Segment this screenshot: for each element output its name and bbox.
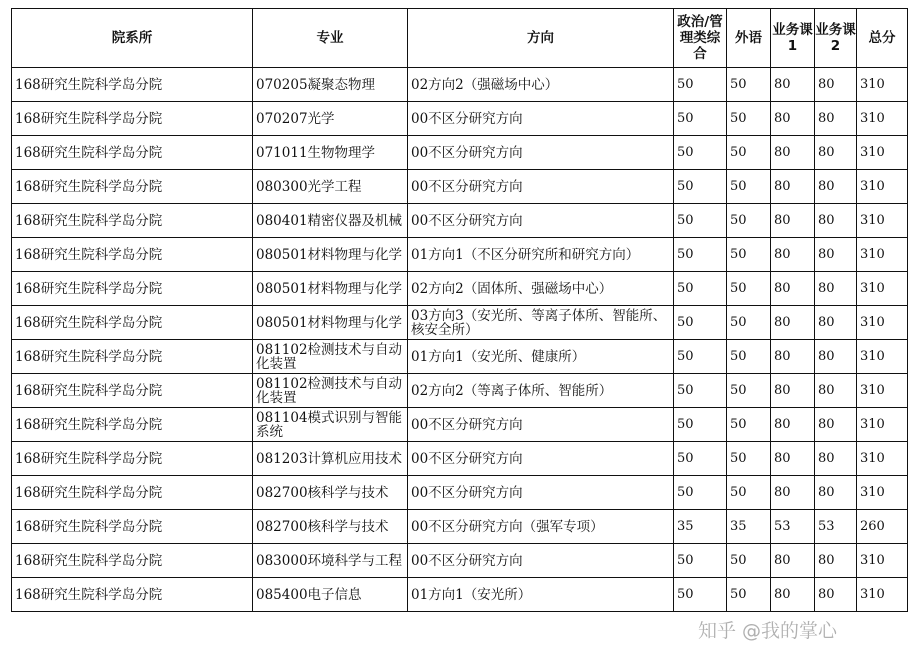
cell-major: 071011生物物理学 <box>253 136 408 170</box>
cell-direction: 02方向2（等离子体所、智能所） <box>408 374 674 408</box>
cell-major: 080401精密仪器及机械 <box>253 204 408 238</box>
cell-major: 080300光学工程 <box>253 170 408 204</box>
cell-dept: 168研究生院科学岛分院 <box>12 578 253 612</box>
cell-direction: 02方向2（固体所、强磁场中心） <box>408 272 674 306</box>
cell-major: 080501材料物理与化学 <box>253 306 408 340</box>
cell-direction: 00不区分研究方向 <box>408 408 674 442</box>
table-row <box>12 374 908 408</box>
cell-course2: 80 <box>815 102 857 136</box>
cell-course1: 80 <box>771 374 815 408</box>
cell-direction: 00不区分研究方向 <box>408 476 674 510</box>
cell-direction: 00不区分研究方向（强军专项） <box>408 510 674 544</box>
cell-foreign: 50 <box>727 170 771 204</box>
cell-dept: 168研究生院科学岛分院 <box>12 374 253 408</box>
cell-politics: 50 <box>674 68 727 102</box>
cell-total: 310 <box>857 442 908 476</box>
cell-major: 085400电子信息 <box>253 578 408 612</box>
cell-dept: 168研究生院科学岛分院 <box>12 340 253 374</box>
cell-foreign: 50 <box>727 204 771 238</box>
cell-course1: 80 <box>771 476 815 510</box>
cell-politics: 50 <box>674 102 727 136</box>
cell-total: 310 <box>857 238 908 272</box>
cell-dept: 168研究生院科学岛分院 <box>12 102 253 136</box>
cell-foreign: 50 <box>727 374 771 408</box>
cell-direction: 01方向1（安光所） <box>408 578 674 612</box>
cell-politics: 50 <box>674 374 727 408</box>
cell-politics: 50 <box>674 544 727 578</box>
cell-direction: 00不区分研究方向 <box>408 442 674 476</box>
cell-politics: 50 <box>674 272 727 306</box>
cell-foreign: 50 <box>727 442 771 476</box>
cell-total: 310 <box>857 272 908 306</box>
cell-dept: 168研究生院科学岛分院 <box>12 544 253 578</box>
cell-major: 081102检测技术与自动化装置 <box>253 340 408 374</box>
cell-politics: 50 <box>674 442 727 476</box>
cell-foreign: 50 <box>727 102 771 136</box>
cell-politics: 50 <box>674 408 727 442</box>
cell-foreign: 50 <box>727 578 771 612</box>
cell-course1: 80 <box>771 68 815 102</box>
cell-course1: 80 <box>771 204 815 238</box>
cell-dept: 168研究生院科学岛分院 <box>12 476 253 510</box>
cell-course2: 80 <box>815 170 857 204</box>
cell-foreign: 50 <box>727 68 771 102</box>
cell-course2: 80 <box>815 476 857 510</box>
cell-course2: 53 <box>815 510 857 544</box>
cell-course2: 80 <box>815 578 857 612</box>
header-direction: 方向 <box>408 9 674 68</box>
cell-course1: 80 <box>771 306 815 340</box>
cell-foreign: 50 <box>727 544 771 578</box>
cell-course1: 80 <box>771 442 815 476</box>
cell-politics: 50 <box>674 136 727 170</box>
cell-course1: 80 <box>771 238 815 272</box>
cell-dept: 168研究生院科学岛分院 <box>12 442 253 476</box>
cell-politics: 35 <box>674 510 727 544</box>
cell-total: 310 <box>857 136 908 170</box>
cell-major: 082700核科学与技术 <box>253 476 408 510</box>
cell-total: 310 <box>857 408 908 442</box>
cell-course1: 80 <box>771 578 815 612</box>
cell-total: 310 <box>857 374 908 408</box>
cell-foreign: 50 <box>727 136 771 170</box>
cell-course2: 80 <box>815 544 857 578</box>
cell-politics: 50 <box>674 306 727 340</box>
cell-major: 081102检测技术与自动化装置 <box>253 374 408 408</box>
cell-total: 260 <box>857 510 908 544</box>
cell-major: 082700核科学与技术 <box>253 510 408 544</box>
header-foreign: 外语 <box>727 9 771 68</box>
cell-foreign: 50 <box>727 238 771 272</box>
cell-course1: 80 <box>771 170 815 204</box>
table-row <box>12 68 908 102</box>
cell-course2: 80 <box>815 204 857 238</box>
cell-major: 070205凝聚态物理 <box>253 68 408 102</box>
table-row <box>12 476 908 510</box>
cell-foreign: 50 <box>727 476 771 510</box>
cell-foreign: 50 <box>727 272 771 306</box>
cell-politics: 50 <box>674 578 727 612</box>
cell-major: 070207光学 <box>253 102 408 136</box>
table-row <box>12 204 908 238</box>
header-politics: 政治/管理类综合 <box>674 9 727 68</box>
cell-course2: 80 <box>815 408 857 442</box>
table-row <box>12 578 908 612</box>
cell-dept: 168研究生院科学岛分院 <box>12 136 253 170</box>
cell-dept: 168研究生院科学岛分院 <box>12 204 253 238</box>
header-total: 总分 <box>857 9 908 68</box>
header-row <box>12 9 908 68</box>
cell-course2: 80 <box>815 442 857 476</box>
cell-course1: 80 <box>771 272 815 306</box>
cell-total: 310 <box>857 68 908 102</box>
cell-course1: 80 <box>771 408 815 442</box>
cell-foreign: 50 <box>727 408 771 442</box>
cell-foreign: 50 <box>727 340 771 374</box>
cell-direction: 00不区分研究方向 <box>408 136 674 170</box>
cell-course1: 53 <box>771 510 815 544</box>
cell-major: 080501材料物理与化学 <box>253 272 408 306</box>
cell-direction: 00不区分研究方向 <box>408 170 674 204</box>
cell-dept: 168研究生院科学岛分院 <box>12 68 253 102</box>
cell-total: 310 <box>857 544 908 578</box>
header-course2: 业务课2 <box>815 9 857 68</box>
cell-direction: 00不区分研究方向 <box>408 544 674 578</box>
table-row <box>12 272 908 306</box>
cell-course1: 80 <box>771 136 815 170</box>
cell-dept: 168研究生院科学岛分院 <box>12 238 253 272</box>
cell-course2: 80 <box>815 306 857 340</box>
cell-direction: 01方向1（安光所、健康所） <box>408 340 674 374</box>
cell-politics: 50 <box>674 170 727 204</box>
cell-direction: 02方向2（强磁场中心） <box>408 68 674 102</box>
cell-direction: 03方向3（安光所、等离子体所、智能所、核安全所） <box>408 306 674 340</box>
table-row <box>12 306 908 340</box>
cell-course2: 80 <box>815 272 857 306</box>
cell-politics: 50 <box>674 238 727 272</box>
cell-dept: 168研究生院科学岛分院 <box>12 272 253 306</box>
header-course1: 业务课1 <box>771 9 815 68</box>
cell-direction: 01方向1（不区分研究所和研究方向） <box>408 238 674 272</box>
cell-direction: 00不区分研究方向 <box>408 102 674 136</box>
cell-course1: 80 <box>771 102 815 136</box>
table-row <box>12 102 908 136</box>
cell-total: 310 <box>857 102 908 136</box>
cell-dept: 168研究生院科学岛分院 <box>12 408 253 442</box>
cell-total: 310 <box>857 306 908 340</box>
header-dept: 院系所 <box>12 9 253 68</box>
table-row <box>12 510 908 544</box>
cell-total: 310 <box>857 170 908 204</box>
table-row <box>12 544 908 578</box>
cell-dept: 168研究生院科学岛分院 <box>12 510 253 544</box>
cell-course2: 80 <box>815 68 857 102</box>
cell-course1: 80 <box>771 340 815 374</box>
cell-course2: 80 <box>815 238 857 272</box>
table-row <box>12 136 908 170</box>
table-row <box>12 340 908 374</box>
table-row <box>12 238 908 272</box>
table-row <box>12 442 908 476</box>
cell-major: 081203计算机应用技术 <box>253 442 408 476</box>
cell-major: 081104模式识别与智能系统 <box>253 408 408 442</box>
cell-politics: 50 <box>674 204 727 238</box>
cell-dept: 168研究生院科学岛分院 <box>12 306 253 340</box>
cell-total: 310 <box>857 340 908 374</box>
table-row <box>12 170 908 204</box>
header-major: 专业 <box>253 9 408 68</box>
cell-politics: 50 <box>674 340 727 374</box>
table-row <box>12 408 908 442</box>
cell-major: 080501材料物理与化学 <box>253 238 408 272</box>
cell-major: 083000环境科学与工程 <box>253 544 408 578</box>
cell-course2: 80 <box>815 374 857 408</box>
cell-total: 310 <box>857 476 908 510</box>
watermark: 知乎 @我的掌心 <box>698 620 838 642</box>
cell-dept: 168研究生院科学岛分院 <box>12 170 253 204</box>
cell-direction: 00不区分研究方向 <box>408 204 674 238</box>
cell-course2: 80 <box>815 340 857 374</box>
cell-foreign: 35 <box>727 510 771 544</box>
cell-total: 310 <box>857 204 908 238</box>
cell-foreign: 50 <box>727 306 771 340</box>
cell-politics: 50 <box>674 476 727 510</box>
score-table <box>11 8 908 612</box>
cell-course2: 80 <box>815 136 857 170</box>
cell-course1: 80 <box>771 544 815 578</box>
table-body <box>12 68 908 612</box>
cell-total: 310 <box>857 578 908 612</box>
